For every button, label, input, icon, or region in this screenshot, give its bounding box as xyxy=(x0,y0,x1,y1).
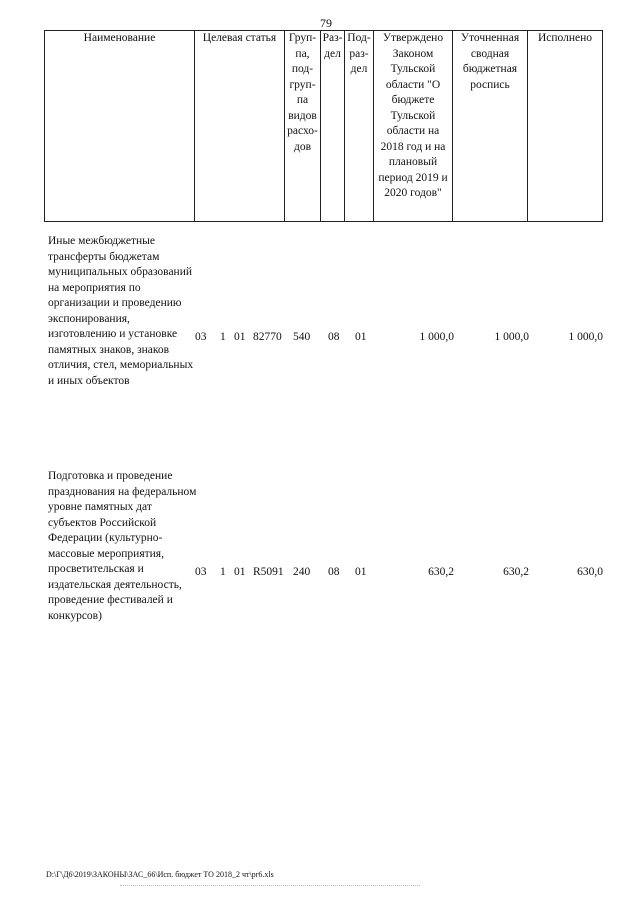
executed-value: 1 000,0 xyxy=(568,331,603,343)
subsection-code: 01 xyxy=(355,331,367,343)
row-name: Подготовка и проведение празднования на федеральном уровне памятных дат субъектов Российской Федерации (культурно-массовые мероприятия, просветительская и издательская деятельность, проведение фестивалей и конкурсов) xyxy=(48,470,197,622)
code-sub: 1 xyxy=(220,331,226,343)
table-header xyxy=(44,30,603,222)
code-program: 03 xyxy=(195,566,207,578)
header-target-article: Целевая статья xyxy=(195,31,285,222)
approved-value: 1 000,0 xyxy=(419,331,454,343)
header-subsection: Под- раз- дел xyxy=(345,31,374,222)
refined-value: 1 000,0 xyxy=(494,331,529,343)
group-code: 240 xyxy=(293,566,311,578)
header-section: Раз- дел xyxy=(321,31,345,222)
code-program: 03 xyxy=(195,331,207,343)
header-group: Груп- па, под- груп- па видов расхо- дов xyxy=(285,31,321,222)
subsection-code: 01 xyxy=(355,566,367,578)
footer-file-path: D:\Г\Д6\2019\ЗАКОНЫ\ЗАС_66\Исп. бюджет ТО 2018_2 чт\pr6.xls xyxy=(46,870,274,879)
header-name: Наименование xyxy=(45,31,195,222)
code-sub: 1 xyxy=(220,566,226,578)
header-executed: Исполнено xyxy=(528,31,603,222)
code-main: 01 xyxy=(234,331,246,343)
row-name: Иные межбюджетные трансферты бюджетам муниципальных образований на мероприятия по организации и проведению экспонирования, изготовлению и установке памятных знаков, знаков отличия, стел, мемориальных и иных объектов xyxy=(48,235,194,387)
section-code: 08 xyxy=(328,566,340,578)
header-approved: Утверждено Законом Тульской области "О бюджете Тульской области на 2018 год и на плановый период 2019 и 2020 годов" xyxy=(374,31,453,222)
approved-value: 630,2 xyxy=(428,566,454,578)
executed-value: 630,0 xyxy=(577,566,603,578)
code-direction: R5091 xyxy=(253,566,284,578)
code-main: 01 xyxy=(234,566,246,578)
header-refined: Уточненная сводная бюджетная роспись xyxy=(453,31,528,222)
code-direction: 82770 xyxy=(253,331,282,343)
group-code: 540 xyxy=(293,331,311,343)
section-code: 08 xyxy=(328,331,340,343)
refined-value: 630,2 xyxy=(503,566,529,578)
page-number: 79 xyxy=(320,16,332,30)
footer-divider xyxy=(120,885,420,886)
